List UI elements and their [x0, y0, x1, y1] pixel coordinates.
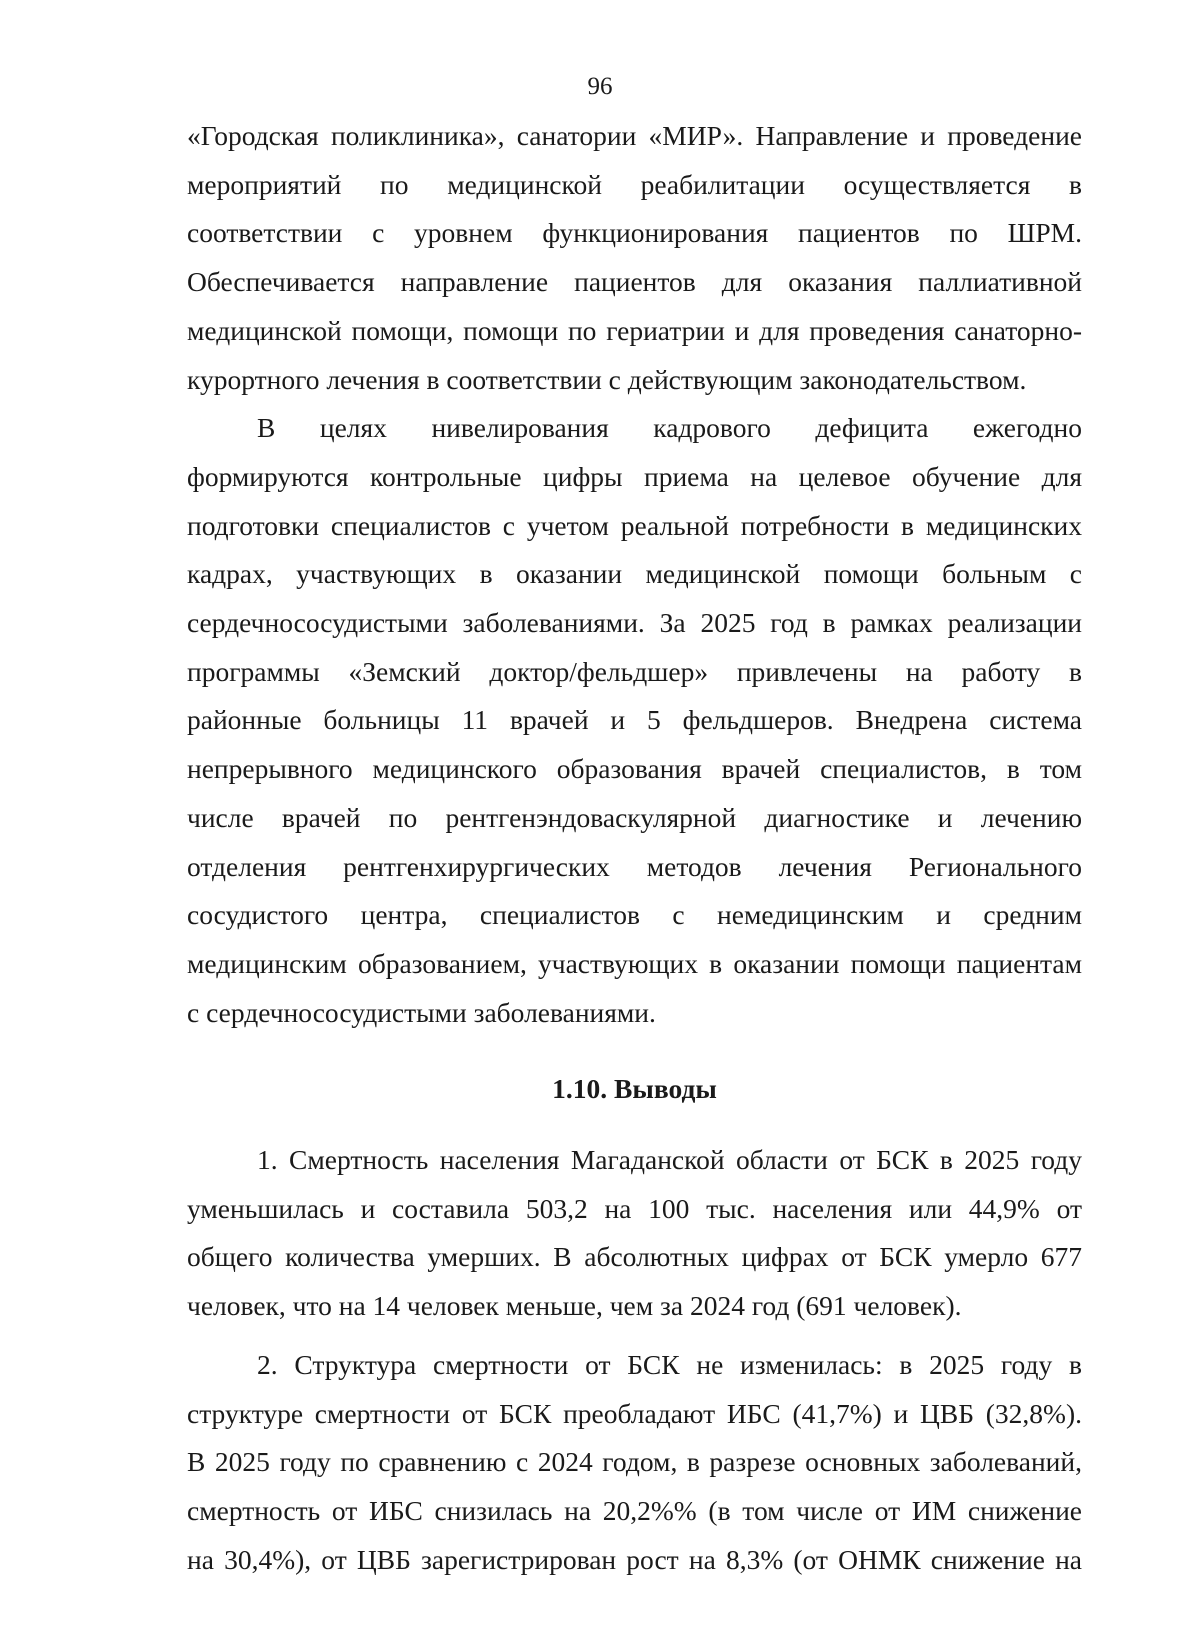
paragraph-staffing — [187, 404, 1082, 1037]
text-line: отделения рентгенхирургических методов лечения Регионального — [187, 850, 1082, 882]
text-line: сосудистого центра, специалистов с немедицинским и средним — [187, 899, 1082, 931]
text-line: «Городская поликлиника», санатории «МИР». Направление и проведение — [187, 120, 1082, 151]
text-line: кадрах, участвующих в оказании медицинской помощи больным с — [187, 558, 1082, 590]
text-line: на 30,4%), от ЦВБ зарегистрирован рост на 8,3% (от ОНМК снижение на — [187, 1543, 1082, 1575]
paragraph-spacer — [187, 1331, 1082, 1341]
text-line: В 2025 году по сравнению с 2024 годом, в разрезе основных заболеваний, — [187, 1446, 1082, 1478]
body-text — [187, 112, 1082, 1584]
text-line: смертность от ИБС снизилась на 20,2%% (в том числе от ИМ снижение — [187, 1494, 1082, 1526]
text-line: с сердечнососудистыми заболеваниями. — [187, 996, 656, 1028]
text-line: человек, что на 14 человек меньше, чем за 2024 год (691 человек). — [187, 1290, 962, 1322]
text-line: Обеспечивается направление пациентов для оказания паллиативной — [187, 266, 1082, 298]
text-line: непрерывного медицинского образования врачей специалистов, в том — [187, 753, 1082, 785]
text-line: медицинским образованием, участвующих в оказании помощи пациентам — [187, 947, 1082, 979]
text-line: программы «Земский доктор/фельдшер» привлечены на работу в — [187, 655, 1082, 687]
text-line: уменьшилась и составила 503,2 на 100 тыс. населения или 44,9% от — [187, 1192, 1082, 1224]
page-number: 96 — [587, 73, 613, 100]
text-line: числе врачей по рентгенэндоваскулярной диагностике и лечению — [187, 801, 1082, 833]
text-line: районные больницы 11 врачей и 5 фельдшеров. Внедрена система — [187, 704, 1082, 736]
text-line: подготовки специалистов с учетом реальной потребности в медицинских — [187, 509, 1082, 541]
text-line: структуре смертности от БСК преобладают ИБС (41,7%) и ЦВБ (32,8%). — [187, 1397, 1082, 1429]
text-line: формируются контрольные цифры приема на целевое обучение для — [187, 460, 1082, 492]
paragraph-conclusion-1 — [187, 1136, 1082, 1331]
paragraph-conclusion-2 — [187, 1341, 1082, 1585]
text-line: соответствии с уровнем функционирования пациентов по ШРМ. — [187, 217, 1082, 249]
text-line: мероприятий по медицинской реабилитации осуществляется в — [187, 168, 1082, 200]
section-heading: 1.10. Выводы — [552, 1073, 717, 1105]
text-line: общего количества умерших. В абсолютных цифрах от БСК умерло 677 — [187, 1241, 1082, 1273]
text-line: медицинской помощи, помощи по гериатрии и для проведения санаторно- — [187, 314, 1082, 346]
text-line: курортного лечения в соответствии с действующим законодательством. — [187, 363, 1027, 395]
paragraph-rehabilitation — [187, 112, 1082, 404]
text-line: сердечнососудистыми заболеваниями. За 2025 год в рамках реализации — [187, 607, 1082, 639]
text-line: 1. Смертность населения Магаданской области от БСК в 2025 году — [257, 1144, 1082, 1176]
text-line: 2. Структура смертности от БСК не изменилась: в 2025 году в — [257, 1348, 1082, 1380]
text-line: В целях нивелирования кадрового дефицита ежегодно — [257, 412, 1082, 444]
